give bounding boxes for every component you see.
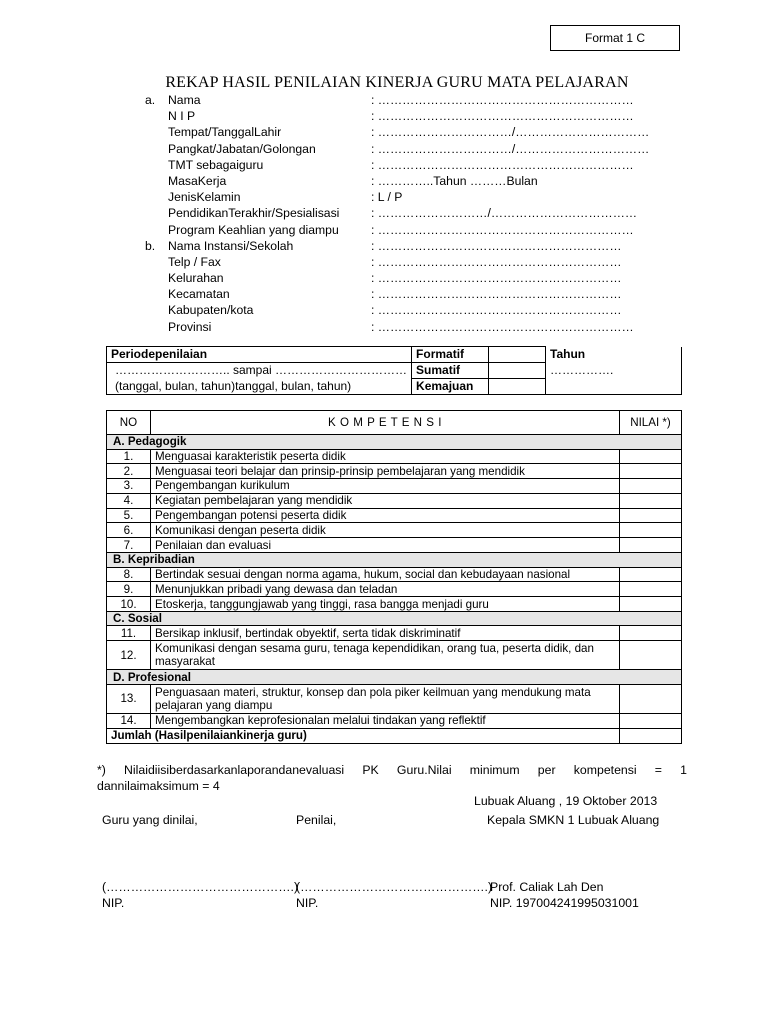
identity-label: Kelurahan [168, 271, 224, 286]
kepala-nip: NIP. 197004241995031001 [490, 896, 639, 910]
item-text: Penilaian dan evaluasi [151, 538, 620, 553]
identity-label: Tempat/TanggalLahir [168, 125, 282, 140]
type-kemajuan: Kemajuan [412, 379, 489, 395]
item-number: 11. [107, 626, 151, 641]
tahun-blank [546, 379, 682, 395]
item-text: Bertindak sesuai dengan norma agama, hukum, social dan kebudayaan nasional [151, 567, 620, 582]
score-cell[interactable] [620, 479, 682, 494]
identity-label: Kecamatan [168, 287, 230, 302]
page-title: REKAP HASIL PENILAIAN KINERJA GURU MATA PELAJARAN [165, 74, 629, 91]
identity-label: Kabupaten/kota [168, 303, 254, 318]
item-number: 5. [107, 508, 151, 523]
identity-value[interactable]: : …………………………………………………… [371, 303, 622, 318]
item-text: Mengembangkan keprofesionalan melalui tindakan yang reflektif [151, 713, 620, 728]
item-number: 9. [107, 582, 151, 597]
footnote-line1: *) Nilaidiisiberdasarkanlaporandanevaluasi PK Guru.Nilai minimum per kompetensi = 1 [97, 763, 687, 777]
table-row [107, 567, 682, 582]
item-text: Etoskerja, tanggungjawab yang tinggi, rasa bangga menjadi guru [151, 597, 620, 612]
identity-row [145, 189, 645, 205]
identity-value[interactable]: : ……………………………………………………… [371, 109, 634, 124]
formatif-box[interactable] [489, 347, 546, 363]
identity-row [145, 141, 650, 157]
item-number: 4. [107, 493, 151, 508]
item-text: Menunjukkan pribadi yang dewasa dan teladan [151, 582, 620, 597]
score-cell[interactable] [620, 567, 682, 582]
tahun-label: Tahun [546, 347, 682, 363]
score-cell[interactable] [620, 538, 682, 553]
identity-label: Nama [168, 93, 201, 107]
guru-label: Guru yang dinilai, [102, 813, 198, 827]
identity-row [145, 205, 645, 221]
place-date: Lubuak Aluang , 19 Oktober 2013 [474, 794, 658, 808]
section-title: D. Profesional [107, 670, 682, 685]
identity-row [145, 238, 645, 254]
identity-label: Pangkat/Jabatan/Golongan [168, 141, 316, 156]
item-number: 12. [107, 641, 151, 670]
identity-row [145, 319, 645, 335]
item-number: 1. [107, 449, 151, 464]
identity-marker: b. [145, 238, 156, 253]
identity-row [145, 173, 645, 189]
identity-row [145, 286, 645, 302]
section-title: B. Kepribadian [107, 553, 682, 568]
identity-row [145, 92, 645, 108]
identity-marker: a. [145, 93, 156, 107]
table-row [107, 641, 682, 670]
identity-label: JenisKelamin [168, 190, 241, 205]
table-row [107, 508, 682, 523]
item-number: 3. [107, 479, 151, 494]
table-row [107, 538, 682, 553]
item-number: 6. [107, 523, 151, 538]
score-cell[interactable] [620, 626, 682, 641]
identity-label: Program Keahlian yang diampu [168, 222, 339, 237]
table-row [107, 464, 682, 479]
identity-label: N I P [168, 109, 196, 124]
type-sumatif: Sumatif [412, 363, 489, 379]
kepala-name: Prof. Caliak Lah Den [490, 880, 604, 894]
score-cell[interactable] [620, 713, 682, 728]
type-formatif: Formatif [412, 347, 489, 363]
section-title: C. Sosial [107, 611, 682, 626]
item-number: 7. [107, 538, 151, 553]
score-cell[interactable] [620, 582, 682, 597]
identity-value[interactable]: : …………..Tahun ………Bulan [371, 173, 538, 188]
section-row [107, 435, 682, 450]
guru-nip: NIP. [102, 896, 125, 910]
table-row [107, 684, 682, 713]
identity-value[interactable]: : …………………………………………………… [371, 271, 622, 286]
period-table [106, 346, 682, 395]
table-row [107, 449, 682, 464]
score-cell[interactable] [620, 493, 682, 508]
identity-value[interactable]: : ……………………………………………………… [371, 157, 634, 172]
identity-row [145, 108, 645, 124]
footnote-line2: dannilaimaksimum = 4 [97, 779, 220, 793]
item-number: 14. [107, 713, 151, 728]
item-text: Pengembangan kurikulum [151, 479, 620, 494]
identity-row [145, 124, 650, 140]
kepala-label: Kepala SMKN 1 Lubuak Aluang [487, 813, 660, 827]
section-row [107, 611, 682, 626]
score-cell[interactable] [620, 597, 682, 612]
penilai-name: (……………………………………….) [296, 880, 493, 894]
format-label: Format 1 C [550, 25, 680, 51]
identity-label: Telp / Fax [168, 254, 221, 269]
item-number: 10. [107, 597, 151, 612]
period-hint: (tanggal, bulan, tahun)tanggal, bulan, tahun) [107, 379, 412, 395]
item-text: Pengembangan potensi peserta didik [151, 508, 620, 523]
identity-row [145, 254, 645, 270]
identity-value[interactable]: : …………………………………………………… [371, 254, 622, 269]
table-row [107, 479, 682, 494]
table-row [107, 713, 682, 728]
identity-label: MasaKerja [168, 173, 227, 188]
item-number: 8. [107, 567, 151, 582]
item-text: Komunikasi dengan sesama guru, tenaga kependidikan, orang tua, peserta didik, dan masyarakat [151, 641, 620, 670]
score-cell[interactable] [620, 641, 682, 670]
section-row [107, 670, 682, 685]
identity-value[interactable]: : …………………………………………………… [371, 287, 622, 302]
table-row [107, 493, 682, 508]
penilai-label: Penilai, [296, 813, 337, 827]
section-row [107, 553, 682, 568]
identity-label: Provinsi [168, 319, 212, 334]
item-text: Kegiatan pembelajaran yang mendidik [151, 493, 620, 508]
identity-row [145, 302, 645, 318]
period-dates: ……………………….. sampai …………………………… [107, 363, 412, 379]
col-score-header: NILAI *) [620, 411, 682, 435]
sumatif-box[interactable] [489, 363, 546, 379]
score-cell[interactable] [620, 523, 682, 538]
total-row [107, 728, 682, 743]
score-cell[interactable] [620, 449, 682, 464]
penilai-nip: NIP. [296, 896, 319, 910]
table-row [107, 626, 682, 641]
item-text: Penguasaan materi, struktur, konsep dan pola piker keilmuan yang mendukung mata pelajaran yang diampu [151, 684, 620, 713]
table-row [107, 597, 682, 612]
identity-value[interactable]: : …………………………………………………… [371, 238, 622, 253]
table-row [107, 582, 682, 597]
total-label: Jumlah (Hasilpenilaiankinerja guru) [107, 728, 620, 743]
period-label: Periodepenilaian [107, 347, 412, 363]
identity-value[interactable]: : ……………………………………………………… [371, 319, 634, 334]
guru-name: (……………………………………….) [102, 880, 299, 894]
identity-section [145, 92, 650, 335]
identity-row [145, 270, 645, 286]
identity-label: Nama Instansi/Sekolah [168, 238, 294, 253]
score-cell[interactable] [620, 508, 682, 523]
identity-value[interactable]: : ……………………………………………………… [371, 93, 634, 107]
col-no-header: NO [107, 411, 151, 435]
identity-value[interactable]: : ………………………/……………………………… [371, 206, 638, 221]
section-title: A. Pedagogik [107, 435, 682, 450]
competency-table [106, 410, 682, 744]
identity-value[interactable]: : L / P [371, 190, 403, 205]
table-row [107, 523, 682, 538]
kemajuan-box[interactable] [489, 379, 546, 395]
identity-row [145, 222, 645, 238]
tahun-value: ……………. [546, 363, 682, 379]
item-text: Menguasai teori belajar dan prinsip-prinsip pembelajaran yang mendidik [151, 464, 620, 479]
item-number: 13. [107, 684, 151, 713]
score-cell[interactable] [620, 684, 682, 713]
identity-row [145, 157, 645, 173]
item-text: Bersikap inklusif, bertindak obyektif, serta tidak diskriminatif [151, 626, 620, 641]
score-cell[interactable] [620, 464, 682, 479]
total-score-cell[interactable] [620, 728, 682, 743]
item-number: 2. [107, 464, 151, 479]
identity-value[interactable]: : ……………………………/…………………………… [371, 141, 650, 156]
identity-label: PendidikanTerakhir/Spesialisasi [168, 206, 340, 221]
item-text: Menguasai karakteristik peserta didik [151, 449, 620, 464]
identity-value[interactable]: : ……………………………/…………………………… [371, 125, 650, 140]
identity-value[interactable]: : ……………………………………………………… [371, 222, 634, 237]
item-text: Komunikasi dengan peserta didik [151, 523, 620, 538]
col-competency-header: K O M P E T E N S I [151, 411, 620, 435]
identity-label: TMT sebagaiguru [168, 157, 264, 172]
